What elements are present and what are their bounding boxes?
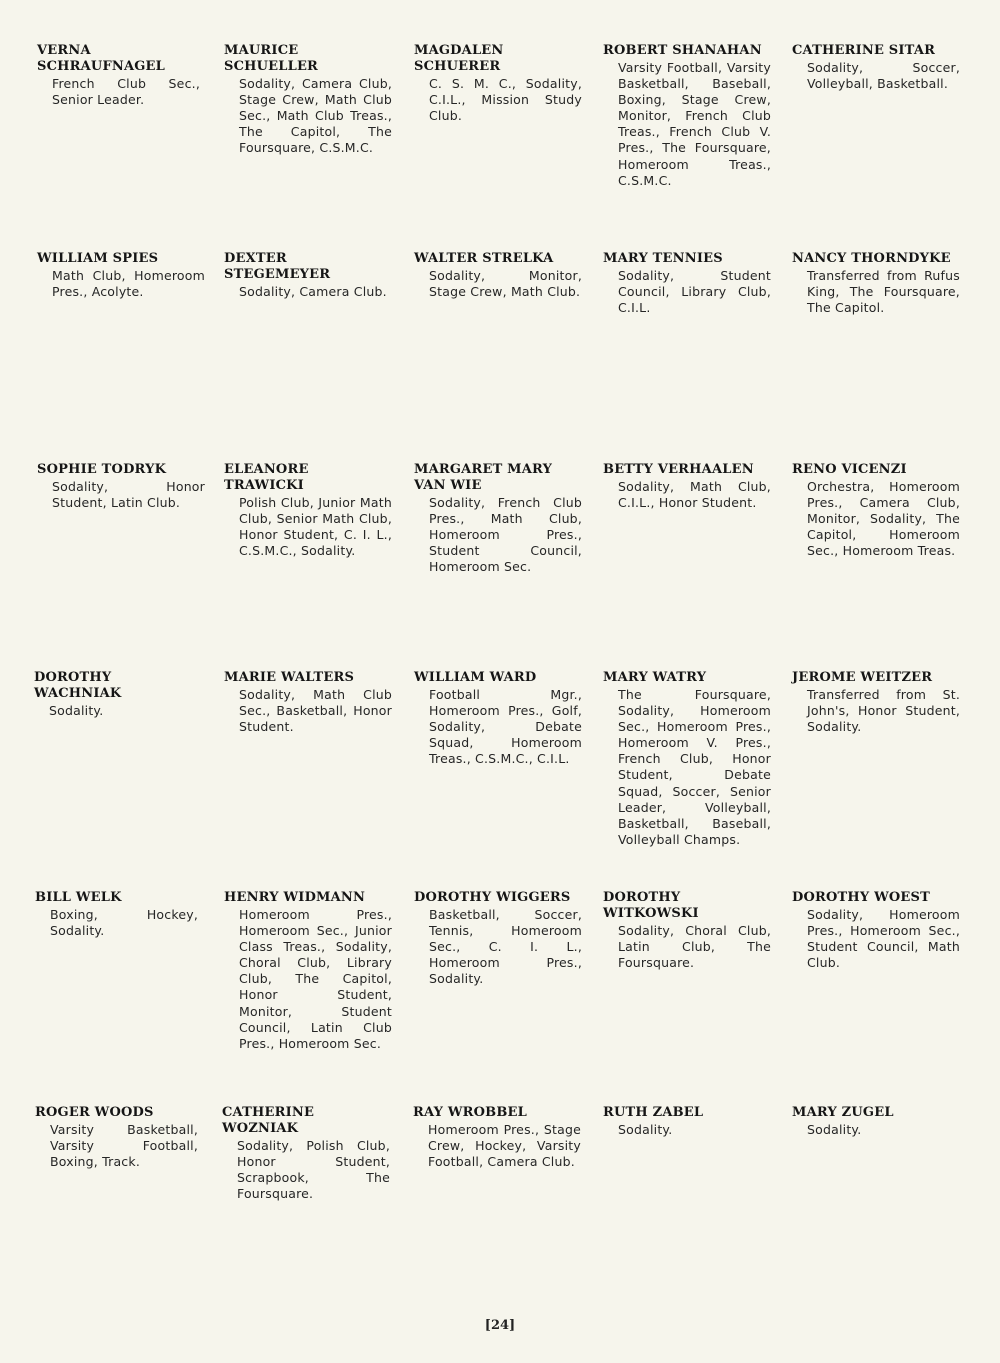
senior-entry — [603, 251, 771, 316]
senior-entry — [603, 1105, 771, 1138]
senior-entry — [224, 462, 392, 559]
student-activities: Sodality, Soccer, Volleyball, Basketball. — [807, 60, 960, 92]
student-name: MAURICE SCHUELLER — [224, 43, 319, 74]
senior-entry — [224, 890, 392, 1052]
student-name: ROGER WOODS — [35, 1105, 154, 1120]
student-activities: Sodality, Camera Club. — [239, 284, 387, 299]
student-activities: C. S. M. C., Sodality, C.I.L., Mission Study Club. — [429, 76, 582, 124]
senior-entry — [37, 43, 205, 108]
senior-entry — [792, 890, 960, 971]
student-name: MARIE WALTERS — [224, 670, 355, 685]
student-activities: Sodality. — [807, 1122, 862, 1137]
senior-entry — [792, 462, 960, 559]
student-name: DOROTHY WOEST — [792, 890, 930, 905]
senior-entry — [792, 43, 960, 92]
page-number: [24] — [484, 1318, 516, 1333]
senior-entry — [37, 462, 205, 511]
student-name: RUTH ZABEL — [603, 1105, 704, 1120]
senior-entry — [603, 462, 771, 511]
student-activities: Sodality. — [49, 703, 104, 718]
senior-entry — [34, 670, 202, 719]
senior-entry — [603, 670, 771, 848]
student-activities: Transferred from Rufus King, The Foursquare, The Capitol. — [807, 268, 960, 316]
senior-entry — [414, 43, 582, 124]
senior-entry — [792, 251, 960, 316]
student-activities: Sodality, Math Club Sec., Basketball, Honor Student. — [239, 687, 392, 735]
student-name: MAGDALEN SCHUERER — [414, 43, 504, 74]
senior-entry — [222, 1105, 390, 1202]
student-activities: Sodality, Homeroom Pres., Homeroom Sec., Student Council, Math Club. — [807, 907, 960, 971]
student-name: VERNA SCHRAUFNAGEL — [37, 43, 165, 74]
student-activities: Boxing, Hockey, Sodality. — [50, 907, 198, 939]
student-activities: Sodality, Choral Club, Latin Club, The Foursquare. — [618, 923, 771, 971]
senior-entry — [792, 1105, 960, 1138]
student-name: WILLIAM WARD — [414, 670, 537, 685]
student-name: CATHERINE WOZNIAK — [222, 1105, 315, 1136]
senior-entry — [224, 251, 392, 300]
student-name: RENO VICENZI — [792, 462, 907, 477]
student-name: RAY WROBBEL — [413, 1105, 528, 1120]
student-name: DEXTER STEGEMEYER — [224, 251, 331, 282]
student-name: CATHERINE SITAR — [792, 43, 936, 58]
student-activities: Football Mgr., Homeroom Pres., Golf, Sodality, Debate Squad, Homeroom Treas., C.S.M.C., C.I.L. — [429, 687, 582, 767]
student-name: ROBERT SHANAHAN — [603, 43, 762, 58]
student-name: ELEANORE TRAWICKI — [224, 462, 309, 493]
student-activities: Math Club, Homeroom Pres., Acolyte. — [52, 268, 205, 300]
student-name: MARY TENNIES — [603, 251, 723, 266]
student-name: HENRY WIDMANN — [224, 890, 366, 905]
senior-entry — [35, 890, 203, 939]
student-activities: Homeroom Pres., Stage Crew, Hockey, Varsity Football, Camera Club. — [428, 1122, 581, 1170]
senior-entry — [603, 890, 771, 971]
student-name: MARY ZUGEL — [792, 1105, 894, 1120]
student-activities: Sodality, Polish Club, Honor Student, Scrapbook, The Foursquare. — [237, 1138, 390, 1202]
senior-entry — [37, 251, 205, 300]
student-name: JEROME WEITZER — [792, 670, 933, 685]
senior-entry — [35, 1105, 203, 1170]
student-activities: Sodality, Student Council, Library Club, C.I.L. — [618, 268, 771, 316]
senior-entry — [792, 670, 960, 735]
student-name: WALTER STRELKA — [414, 251, 554, 266]
student-activities: The Foursquare, Sodality, Homeroom Sec., Homeroom Pres., Homeroom V. Pres., French Club, Honor Student, Debate Squad, Soccer, Senior Leader, Volleyball, Basketball, Baseball, Volleyball Champs. — [618, 687, 771, 847]
student-activities: Homeroom Pres., Homeroom Sec., Junior Class Treas., Sodality, Choral Club, Library Club, The Capitol, Honor Student, Monitor, Student Council, Latin Club Pres., Homeroom Sec. — [239, 907, 392, 1051]
student-activities: Orchestra, Homeroom Pres., Camera Club, Monitor, Sodality, The Capitol, Homeroom Sec., Homeroom Treas. — [807, 479, 960, 559]
student-name: SOPHIE TODRYK — [37, 462, 167, 477]
student-activities: Polish Club, Junior Math Club, Senior Math Club, Honor Student, C. I. L., C.S.M.C., Sodality. — [239, 495, 392, 559]
student-name: DOROTHY WIGGERS — [414, 890, 571, 905]
student-activities: Sodality, Monitor, Stage Crew, Math Club. — [429, 268, 582, 300]
senior-entry — [414, 670, 582, 767]
student-activities: Transferred from St. John's, Honor Student, Sodality. — [807, 687, 960, 735]
senior-entry — [413, 1105, 581, 1170]
student-activities: Sodality, Math Club, C.I.L., Honor Student. — [618, 479, 771, 511]
senior-entry — [224, 670, 392, 735]
student-activities: Sodality, Camera Club, Stage Crew, Math Club Sec., Math Club Treas., The Capitol, The Foursquare, C.S.M.C. — [239, 76, 392, 156]
student-activities: Sodality, French Club Pres., Math Club, Homeroom Pres., Student Council, Homeroom Sec. — [429, 495, 582, 575]
student-name: DOROTHY WITKOWSKI — [603, 890, 699, 921]
student-name: WILLIAM SPIES — [37, 251, 159, 266]
student-activities: French Club Sec., Senior Leader. — [52, 76, 200, 108]
senior-entry — [414, 251, 582, 300]
student-activities: Sodality. — [618, 1122, 673, 1137]
student-activities: Varsity Football, Varsity Basketball, Baseball, Boxing, Stage Crew, Monitor, French Club Treas., French Club V. Pres., The Foursquare, Homeroom Treas., C.S.M.C. — [618, 60, 771, 188]
student-name: MARY WATRY — [603, 670, 707, 685]
senior-entry — [414, 890, 582, 987]
senior-entry — [603, 43, 771, 189]
student-name: NANCY THORNDYKE — [792, 251, 951, 266]
student-activities: Sodality, Honor Student, Latin Club. — [52, 479, 205, 511]
student-name: BETTY VERHAALEN — [603, 462, 754, 477]
student-name: BILL WELK — [35, 890, 122, 905]
student-activities: Basketball, Soccer, Tennis, Homeroom Sec., C. I. L., Homeroom Pres., Sodality. — [429, 907, 582, 987]
student-name: MARGARET MARY VAN WIE — [414, 462, 553, 493]
senior-entry — [414, 462, 582, 575]
senior-entry — [224, 43, 392, 156]
student-activities: Varsity Basketball, Varsity Football, Boxing, Track. — [50, 1122, 198, 1170]
student-name: DOROTHY WACHNIAK — [34, 670, 122, 701]
